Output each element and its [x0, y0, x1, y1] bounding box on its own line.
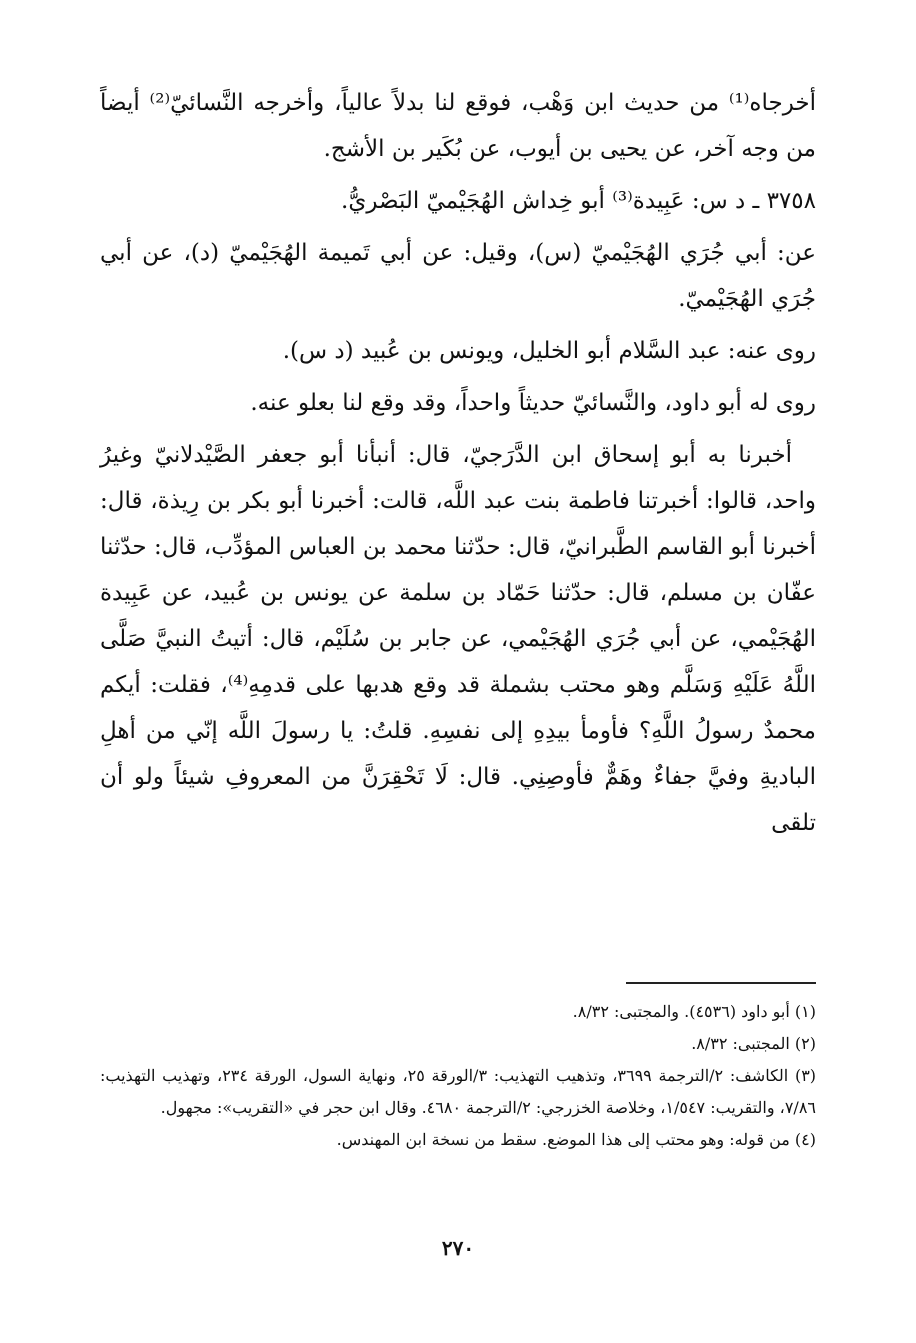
page-number: ٢٧٠	[441, 1236, 475, 1260]
main-text	[100, 80, 816, 858]
footnote-3: (٣) الكاشف: ٢/الترجمة ٣٦٩٩، وتذهيب التهذيب: ٣/الورقة ٢٥، ونهاية السول، الورقة ٢٣٤، وتهذيب التهذيب: ٧/٨٦، والتقريب: ١/٥٤٧، وخلاصة الخزرجي: ٢/الترجمة ٤٦٨٠. وقال ابن حجر في «التقريب»: مجهول.	[100, 1066, 817, 1117]
paragraph-narrated-from: عن: أبي جُرَي الهُجَيْميّ (س)، وقيل: عن أبي تَميمة الهُجَيْميّ (د)، عن أبي جُرَي الهُجَيْميّ.	[100, 240, 816, 312]
paragraph-hadith-text: أخبرنا به أبو إسحاق ابن الدَّرَجيّ، قال: أنبأنا أبو جعفر الصَّيْدلانيّ وغيرُ واحد، قالوا: أخبرتنا فاطمة بنت عبد اللَّه، قالت: أخبرنا أبو بكر بن رِيذة، قال: أخبرنا أبو القاسم الطَّبرانيّ، قال: حدّثنا محمد بن العباس المؤدِّب، قال: حدّثنا عفّان بن مسلم، قال: حدّثنا حَمّاد بن سلمة عن يونس بن عُبيد، عن عَبِيدة الهُجَيْمي، عن أبي جُرَي الهُجَيْمي، عن جابر بن سُلَيْم، قال: أتيتُ النبيَّ صَلَّى اللَّهُ عَلَيْهِ وَسَلَّم وهو محتب بشملة قد وقع هدبها على قدمِهِ⁽⁴⁾، فقلت: أيكم محمدٌ رسولُ اللَّهِ؟ فأومأ بيدِهِ إلى نفسِهِ. قلتُ: يا رسولَ اللَّه إنّي من أهلِ الباديةِ وفيَّ جفاءٌ وهَمٌّ فأوصِنِي. قال: لَا تَحْقِرَنَّ من المعروفِ شيئاً ولو أن تلقى	[100, 442, 816, 836]
paragraph-hadith-source: أخرجاه⁽¹⁾ من حديث ابن وَهْب، فوقع لنا بدلاً عالياً، وأخرجه النَّسائيّ⁽²⁾ أيضاً من وجه آخر، عن يحيى بن أيوب، عن بُكَير بن الأشج.	[100, 90, 816, 162]
footnote-1: (١) أبو داود (٤٥٣٦). والمجتبى: ٨/٣٢.	[572, 1002, 816, 1021]
footnote-4: (٤) من قوله: وهو محتب إلى هذا الموضع. سقط من نسخة ابن المهندس.	[336, 1130, 816, 1149]
paragraph-entry-heading: ٣٧٥٨ ـ د س: عَبِيدة⁽³⁾ أبو خِداش الهُجَيْميّ البَصْريُّ.	[341, 188, 816, 214]
footnotes	[100, 996, 816, 1156]
footnote-2: (٢) المجتبى: ٨/٣٢.	[691, 1034, 816, 1053]
paragraph-transmitted-by: روى له أبو داود، والنَّسائيّ حديثاً واحداً، وقد وقع لنا بعلو عنه.	[250, 390, 816, 416]
paragraph-narrated-by: روى عنه: عبد السَّلام أبو الخليل، ويونس بن عُبيد (د س).	[282, 338, 816, 364]
footnote-divider	[626, 982, 816, 984]
